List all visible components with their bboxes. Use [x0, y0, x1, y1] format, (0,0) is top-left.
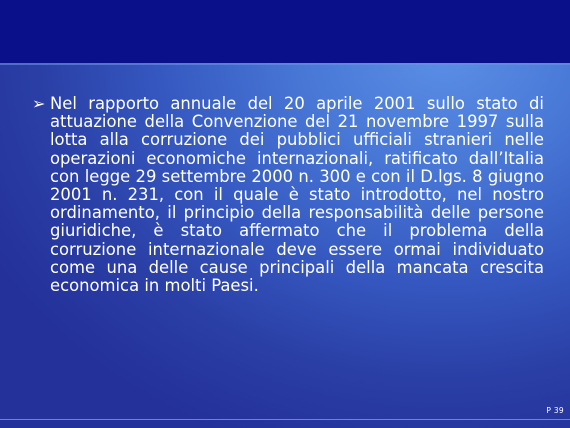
header-band — [0, 0, 570, 63]
footer-divider — [0, 419, 570, 420]
arrowhead-bullet-icon: ➢ — [32, 94, 46, 113]
header-divider — [0, 63, 570, 65]
page-number: P 39 — [546, 406, 564, 415]
bullet-text: Nel rapporto annuale del 20 aprile 2001 sullo stato di attuazione della Convenzione del 21 novembre 1997 sulla lotta alla corruzione dei pubblici ufficiali stranieri nelle operazioni economiche internazionali, ratificato dall’Italia con legge 29 settembre 2000 n. 300 e con il D.lgs. 8 giugno 2001 n. 231, con il quale è stato introdotto, nel nostro ordinamento, il principio della responsabilità delle persone giuridiche, è stato affermato che il problema della corruzione internazionale deve essere ormai individuato come una delle cause principali della mancata crescita economica in molti Paesi. — [50, 94, 544, 296]
slide-body — [32, 95, 544, 295]
bullet-item — [32, 95, 544, 295]
